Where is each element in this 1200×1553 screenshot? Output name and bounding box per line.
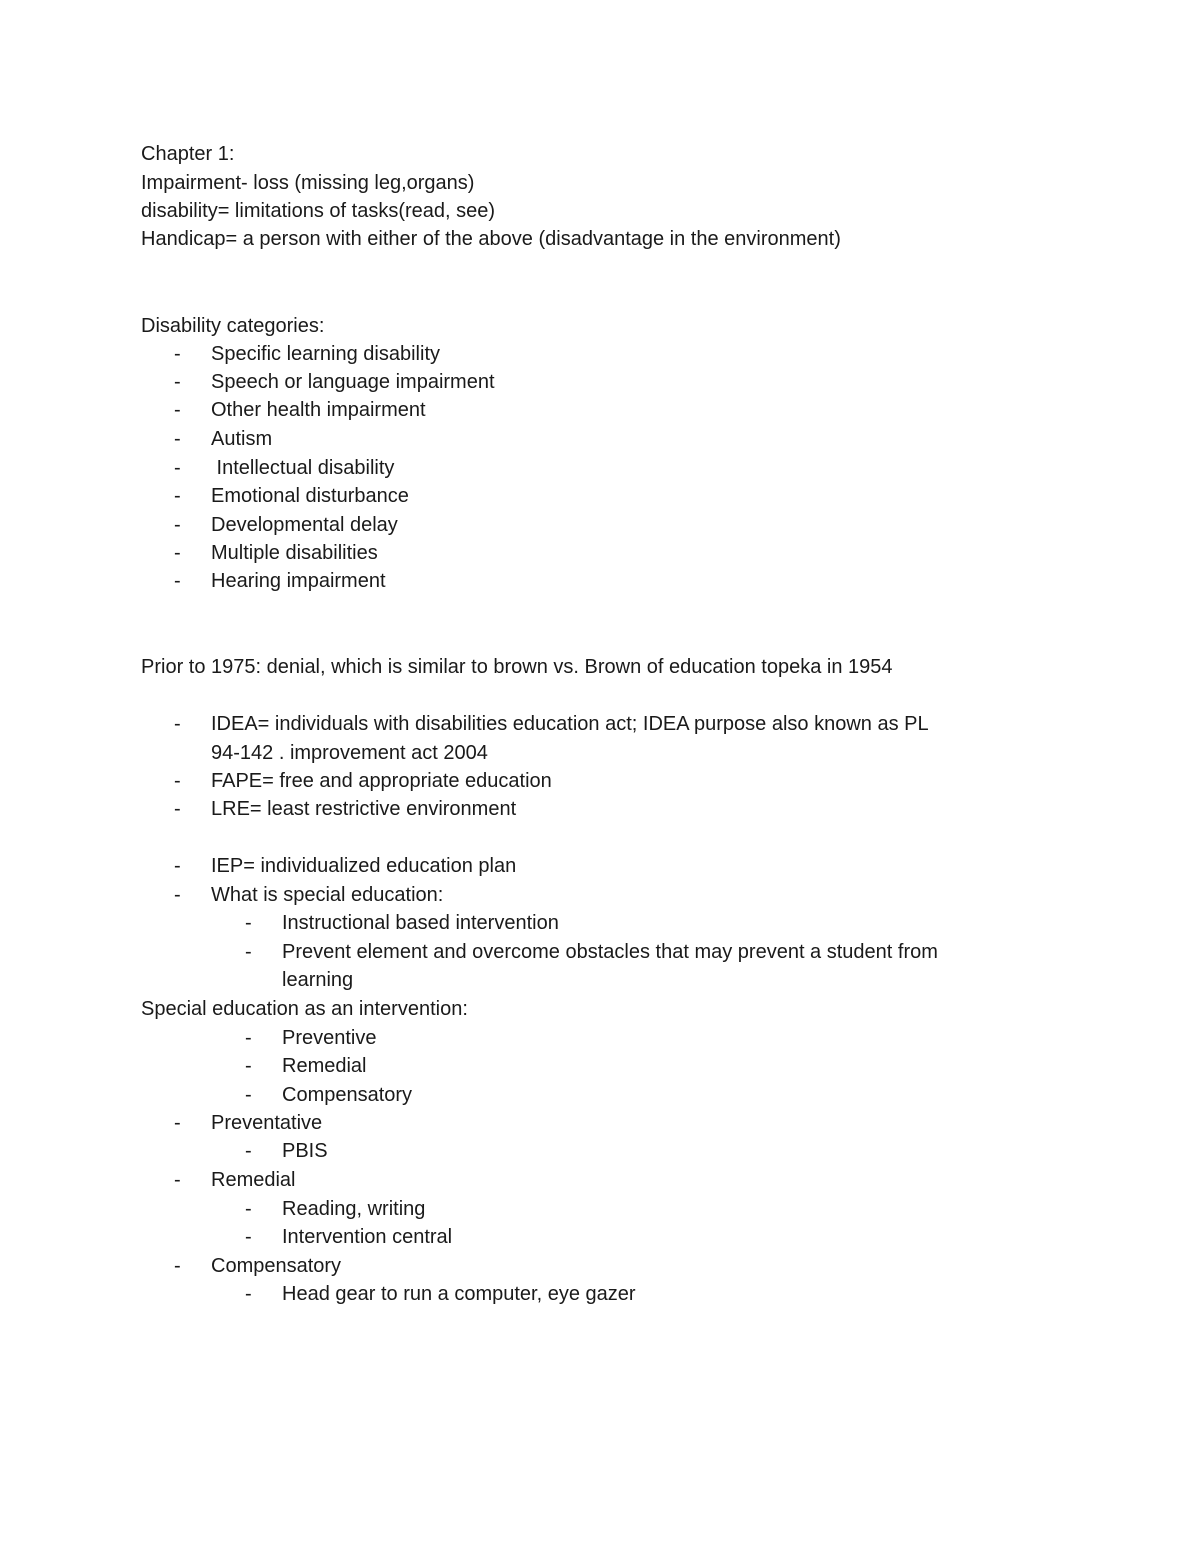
idea-line-1: IDEA= individuals with disabilities education act; IDEA purpose also known as PL	[211, 713, 929, 735]
category-item: Intellectual disability	[211, 457, 395, 479]
remedial-item: Remedial	[211, 1169, 296, 1191]
bullet-dash: -	[174, 343, 181, 365]
chapter-heading: Chapter 1:	[141, 143, 235, 165]
bullet-dash: -	[174, 542, 181, 564]
intervention-central-item: Intervention central	[282, 1226, 453, 1248]
bullet-dash: -	[245, 1226, 252, 1248]
category-item: Speech or language impairment	[211, 371, 495, 393]
reading-writing-item: Reading, writing	[282, 1198, 426, 1220]
category-item: Hearing impairment	[211, 570, 386, 592]
prior-1975-line: Prior to 1975: denial, which is similar to brown vs. Brown of education topeka in 1954	[141, 656, 893, 678]
handicap-definition: Handicap= a person with either of the above (disadvantage in the environment)	[141, 228, 841, 250]
bullet-dash: -	[245, 941, 252, 963]
instructional-item: Instructional based intervention	[282, 912, 559, 934]
bullet-dash: -	[174, 798, 181, 820]
bullet-dash: -	[174, 1112, 181, 1134]
lre-item: LRE= least restrictive environment	[211, 798, 517, 820]
bullet-dash: -	[174, 399, 181, 421]
bullet-dash: -	[245, 1198, 252, 1220]
bullet-dash: -	[174, 1255, 181, 1277]
compensatory-item: Compensatory	[211, 1255, 342, 1277]
prevent-line-1: Prevent element and overcome obstacles that may prevent a student from	[282, 941, 938, 963]
bullet-dash: -	[174, 485, 181, 507]
bullet-dash: -	[174, 457, 181, 479]
what-is-special-education: What is special education:	[211, 884, 444, 906]
pbis-item: PBIS	[282, 1140, 328, 1162]
category-item: Multiple disabilities	[211, 542, 378, 564]
bullet-dash: -	[174, 1169, 181, 1191]
intervention-heading: Special education as an intervention:	[141, 998, 468, 1020]
intervention-type: Compensatory	[282, 1084, 413, 1106]
categories-heading: Disability categories:	[141, 315, 325, 337]
bullet-dash: -	[245, 1055, 252, 1077]
preventative-item: Preventative	[211, 1112, 323, 1134]
impairment-definition: Impairment- loss (missing leg,organs)	[141, 172, 475, 194]
category-item: Developmental delay	[211, 514, 398, 536]
prevent-line-2: learning	[282, 969, 354, 991]
category-item: Other health impairment	[211, 399, 426, 421]
bullet-dash: -	[174, 855, 181, 877]
bullet-dash: -	[174, 713, 181, 735]
category-item: Autism	[211, 428, 273, 450]
idea-line-2: 94-142 . improvement act 2004	[211, 742, 488, 764]
category-item: Specific learning disability	[211, 343, 441, 365]
head-gear-item: Head gear to run a computer, eye gazer	[282, 1283, 636, 1305]
intervention-type: Preventive	[282, 1027, 377, 1049]
bullet-dash: -	[174, 770, 181, 792]
bullet-dash: -	[245, 1140, 252, 1162]
bullet-dash: -	[174, 514, 181, 536]
bullet-dash: -	[245, 1283, 252, 1305]
bullet-dash: -	[174, 371, 181, 393]
bullet-dash: -	[245, 1027, 252, 1049]
bullet-dash: -	[245, 912, 252, 934]
fape-item: FAPE= free and appropriate education	[211, 770, 552, 792]
iep-item: IEP= individualized education plan	[211, 855, 517, 877]
bullet-dash: -	[174, 884, 181, 906]
intervention-type: Remedial	[282, 1055, 367, 1077]
bullet-dash: -	[174, 570, 181, 592]
disability-definition: disability= limitations of tasks(read, see)	[141, 200, 496, 222]
bullet-dash: -	[174, 428, 181, 450]
category-item: Emotional disturbance	[211, 485, 409, 507]
bullet-dash: -	[245, 1084, 252, 1106]
